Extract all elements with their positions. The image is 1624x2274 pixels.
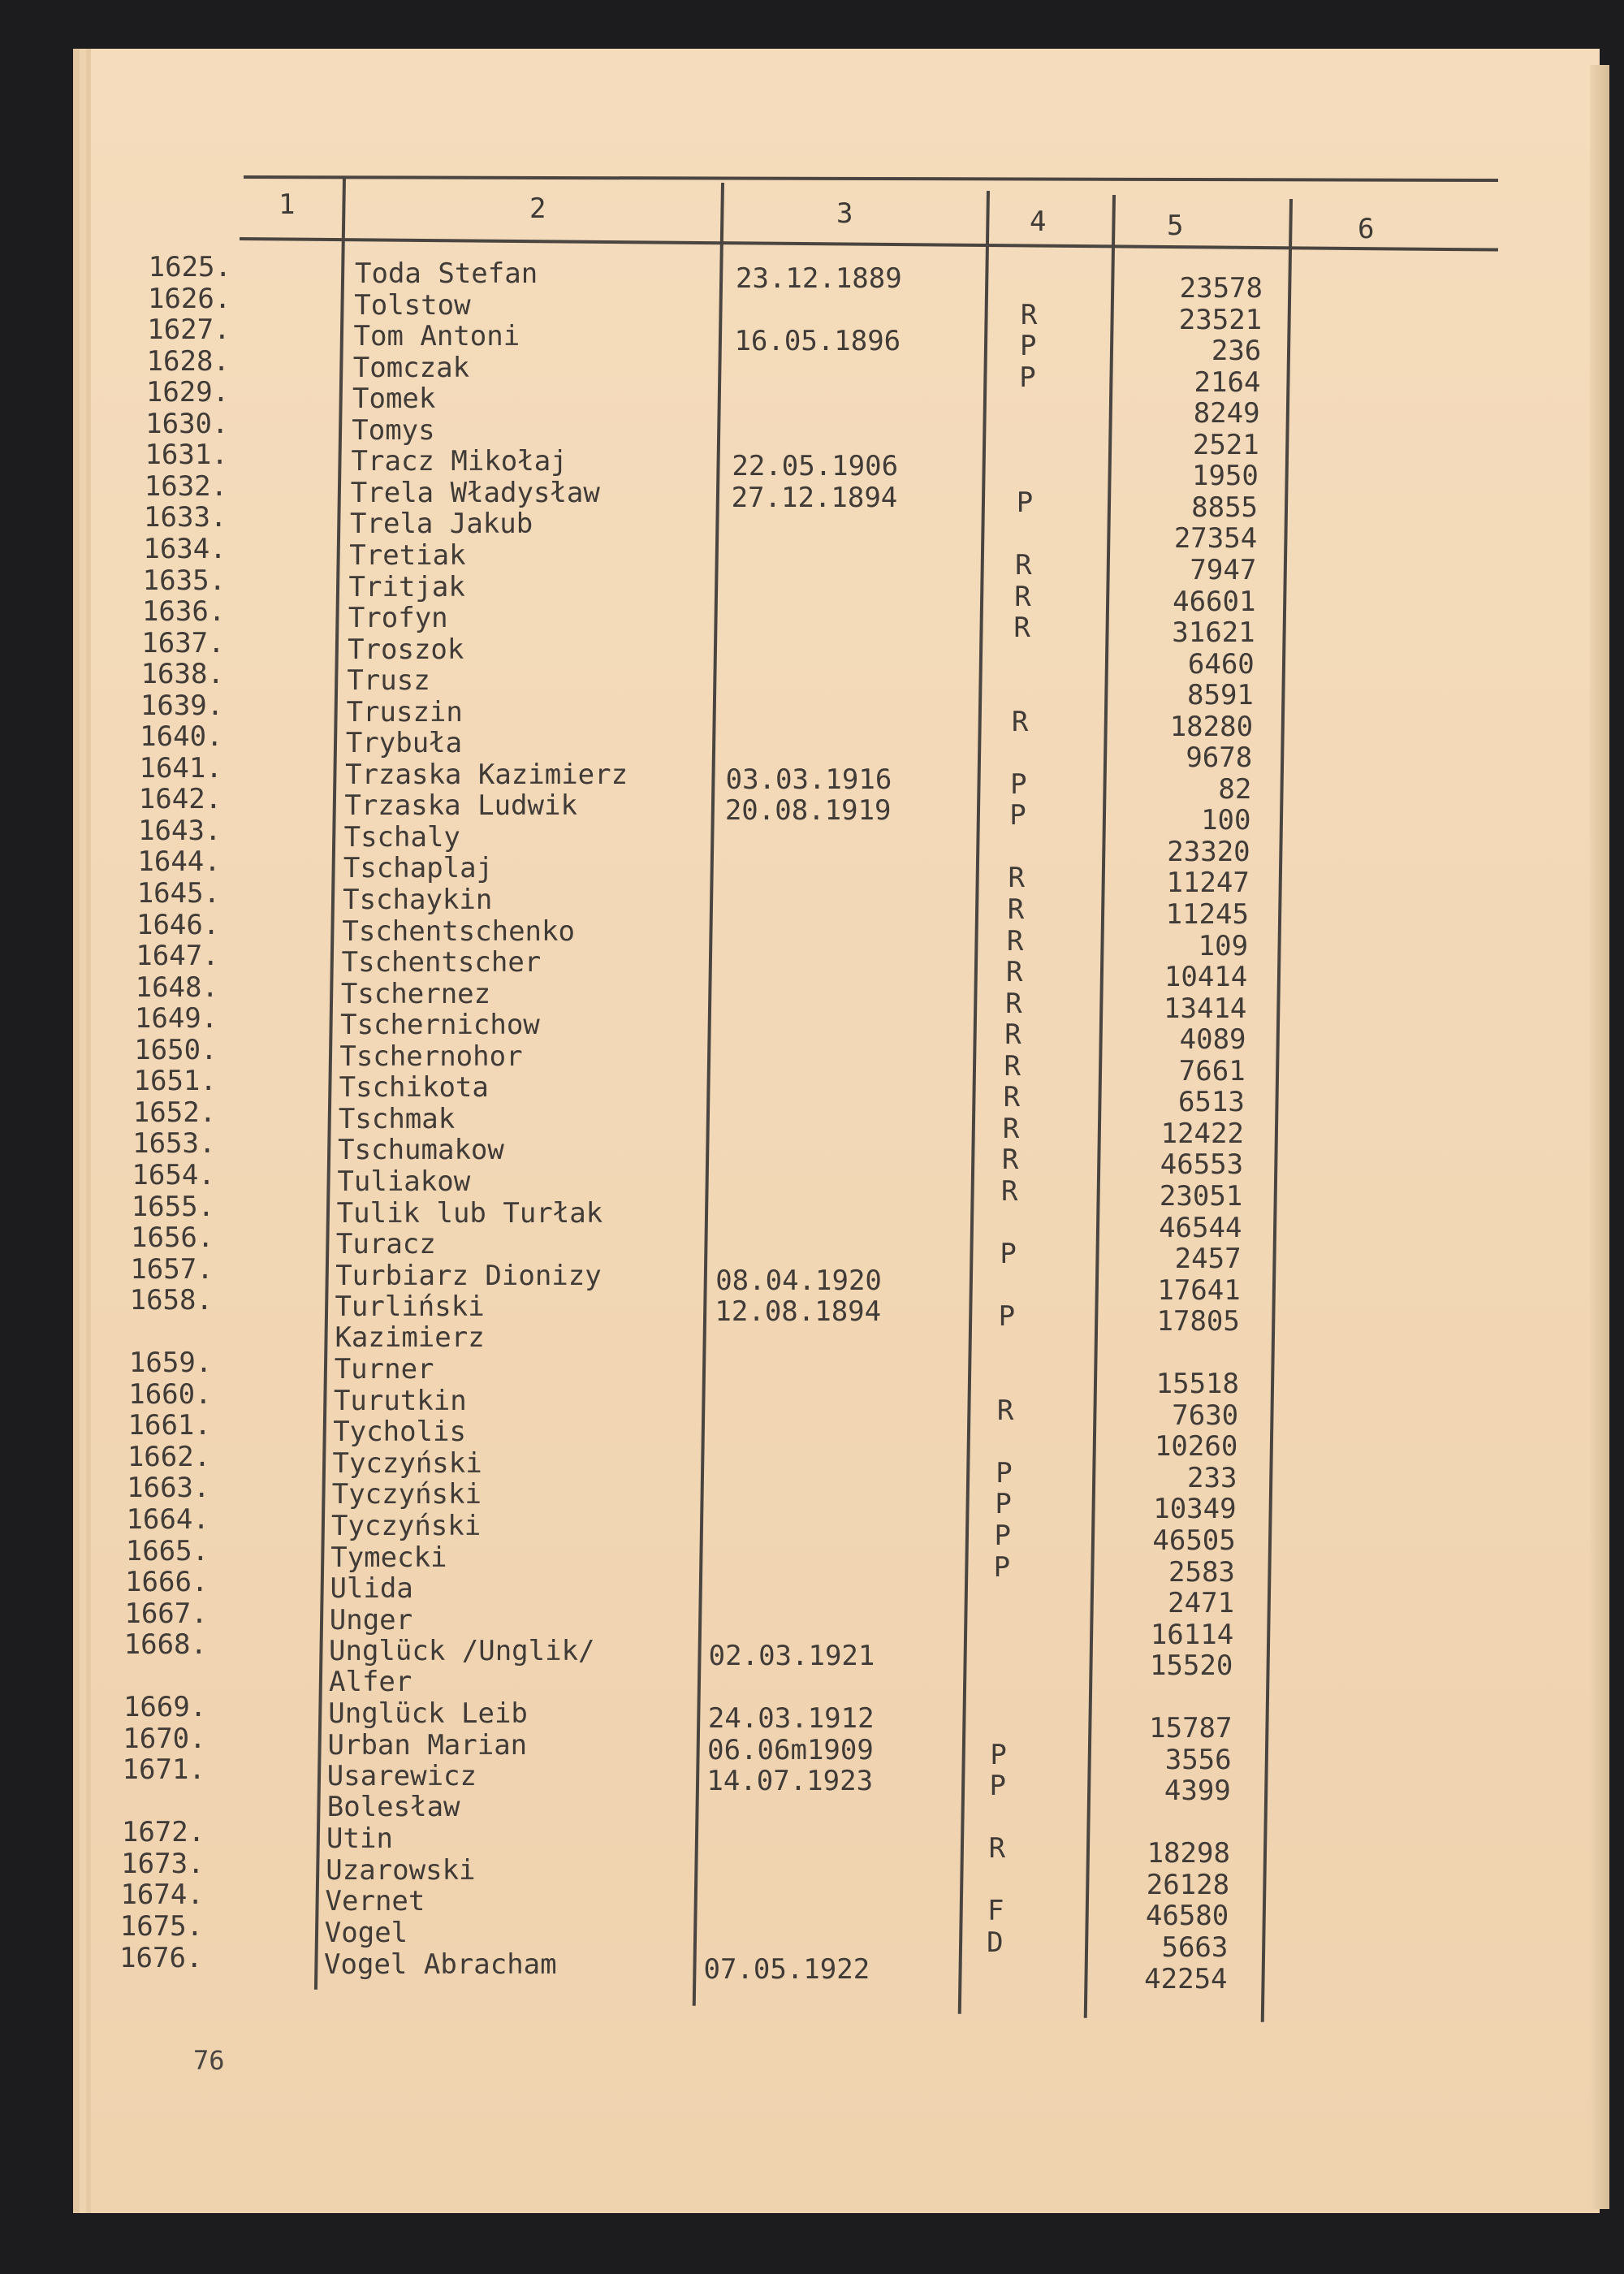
entry-reference: 23578 — [1179, 272, 1263, 305]
entry-reference: 7630 — [1172, 1399, 1239, 1432]
entry-code: R — [1005, 987, 1022, 1020]
entry-date: 27.12.1894 — [731, 481, 898, 514]
entry-date: 03.03.1916 — [725, 763, 892, 796]
entry-name: Tyczyński — [332, 1446, 482, 1480]
entry-name-continued: Kazimierz — [335, 1321, 485, 1355]
entry-reference: 15518 — [1155, 1368, 1239, 1401]
entry-name: Usarewicz — [326, 1760, 477, 1793]
entry-date: 24.03.1912 — [707, 1702, 875, 1736]
entry-number: 1644. — [137, 845, 221, 879]
entry-code: P — [993, 1550, 1011, 1584]
entry-name: Urban Marian — [327, 1728, 528, 1762]
entry-reference: 27354 — [1173, 522, 1258, 556]
entry-number: 1669. — [123, 1691, 207, 1724]
entry-code: F — [987, 1895, 1004, 1928]
entry-name: Tschmak — [338, 1102, 456, 1135]
entry-code: R — [1013, 612, 1030, 645]
entry-name-continued: Alfer — [329, 1666, 412, 1699]
column-header-1: 1 — [279, 188, 296, 221]
entry-name: Trusz — [347, 664, 430, 698]
entry-name: Troszok — [348, 633, 464, 666]
entry-name: Truszin — [346, 695, 463, 728]
entry-reference: 6460 — [1187, 647, 1255, 681]
entry-number: 1650. — [134, 1033, 218, 1066]
entry-reference: 5663 — [1161, 1931, 1229, 1964]
entry-name: Vogel — [324, 1917, 408, 1949]
entry-number: 1629. — [145, 376, 230, 409]
entry-name: Uzarowski — [326, 1853, 476, 1887]
entry-name: Tschentscher — [341, 946, 542, 979]
entry-number: 1645. — [136, 877, 221, 910]
entry-name: Tulik lub Turłak — [336, 1196, 603, 1230]
entry-date: 12.08.1894 — [715, 1295, 882, 1329]
entry-reference: 10260 — [1154, 1430, 1238, 1463]
entry-reference: 2521 — [1192, 428, 1259, 461]
entry-reference: 8855 — [1191, 491, 1259, 524]
entry-name: Tschernez — [340, 977, 491, 1010]
entry-name: Turacz — [335, 1228, 436, 1261]
entry-reference: 8249 — [1193, 397, 1260, 430]
entry-number: 1634. — [143, 532, 227, 565]
entry-reference: 2164 — [1194, 365, 1261, 399]
entry-number: 1658. — [129, 1284, 213, 1317]
entry-reference: 17641 — [1157, 1273, 1241, 1307]
entry-reference: 31621 — [1172, 616, 1255, 650]
entry-number: 1655. — [131, 1190, 215, 1223]
entry-reference: 4399 — [1164, 1775, 1231, 1808]
entry-number: 1672. — [121, 1816, 205, 1849]
entry-code: D — [987, 1926, 1004, 1959]
column-header-6: 6 — [1358, 213, 1375, 245]
entry-number: 1627. — [147, 313, 231, 347]
entry-number: 1640. — [140, 720, 223, 754]
entry-reference: 12422 — [1160, 1117, 1244, 1150]
entry-reference: 26128 — [1146, 1868, 1230, 1901]
entry-number: 1636. — [141, 595, 226, 629]
entry-number: 1643. — [138, 814, 222, 847]
entry-name: Tomys — [352, 413, 435, 447]
entry-reference: 16114 — [1150, 1618, 1234, 1651]
entry-number: 1635. — [142, 564, 227, 597]
entry-reference: 236 — [1211, 335, 1262, 368]
entry-code: R — [1004, 1049, 1021, 1083]
entry-reference: 3556 — [1164, 1743, 1232, 1776]
entry-reference: 23051 — [1159, 1179, 1243, 1213]
entry-number: 1665. — [125, 1534, 209, 1567]
entry-name: Tolstow — [354, 288, 471, 322]
entry-code: R — [996, 1394, 1014, 1427]
entry-name: Tymecki — [330, 1541, 447, 1574]
entry-code: R — [1006, 924, 1024, 958]
entry-code: R — [1003, 1081, 1021, 1114]
entry-name: Tomek — [352, 383, 436, 416]
entry-code: P — [1009, 799, 1026, 832]
entry-number: 1656. — [131, 1221, 214, 1255]
entry-number: 1671. — [122, 1753, 205, 1787]
entry-code: R — [1001, 1174, 1018, 1208]
entry-name: Vernet — [325, 1885, 425, 1918]
entry-code: P — [1020, 330, 1037, 363]
entry-name: Turbiarz Dionizy — [335, 1259, 602, 1292]
column-header-4: 4 — [1030, 205, 1047, 238]
entry-number: 1661. — [127, 1409, 211, 1442]
entry-number: 1670. — [123, 1722, 206, 1755]
entry-name: Turner — [334, 1353, 434, 1386]
entry-number: 1664. — [126, 1502, 209, 1536]
entry-code: R — [1007, 893, 1025, 926]
entry-name: Tschernichow — [340, 1009, 540, 1042]
entry-number: 1631. — [145, 439, 228, 472]
entry-name: Tschentschenko — [342, 914, 575, 948]
column-header-5: 5 — [1167, 210, 1184, 242]
entry-reference: 2457 — [1174, 1243, 1242, 1276]
entry-reference: 13414 — [1164, 992, 1247, 1025]
entry-date: 22.05.1906 — [732, 450, 899, 483]
entry-number: 1652. — [132, 1096, 217, 1129]
entry-number: 1649. — [134, 1002, 218, 1035]
entry-date: 16.05.1896 — [734, 325, 901, 358]
entry-code: R — [1001, 1143, 1019, 1177]
entry-date: 07.05.1922 — [703, 1952, 870, 1986]
entry-name: Tschumakow — [338, 1134, 504, 1167]
entry-name: Tuliakow — [337, 1165, 471, 1198]
entry-code: R — [1015, 548, 1032, 581]
entry-reference: 18280 — [1169, 710, 1254, 743]
entry-number: 1633. — [144, 501, 227, 534]
column-header-3: 3 — [836, 197, 853, 230]
entry-date: 02.03.1921 — [708, 1640, 875, 1673]
entry-code: R — [1020, 298, 1038, 331]
entry-code: R — [1005, 956, 1023, 989]
entry-number: 1642. — [138, 783, 222, 816]
entry-date: 08.04.1920 — [715, 1264, 882, 1297]
entry-code: P — [1010, 767, 1027, 801]
entry-number: 1657. — [130, 1252, 214, 1286]
entry-name: Vogel Abracham — [324, 1948, 557, 1981]
entry-code: R — [1011, 705, 1029, 738]
entry-name: Trela Jakub — [350, 508, 533, 541]
entry-number: 1632. — [144, 469, 228, 503]
entry-reference: 7947 — [1190, 553, 1257, 586]
entry-reference: 9678 — [1186, 741, 1253, 775]
entry-reference: 10414 — [1164, 961, 1248, 994]
entry-number: 1648. — [135, 971, 218, 1004]
entry-reference: 6513 — [1177, 1086, 1245, 1119]
entry-number: 1667. — [124, 1597, 208, 1630]
entry-reference: 46580 — [1145, 1900, 1229, 1933]
entry-number: 1625. — [148, 251, 231, 283]
entry-name: Unger — [329, 1603, 413, 1636]
entry-name: Toda Stefan — [355, 257, 538, 290]
entry-reference: 18298 — [1147, 1837, 1230, 1870]
entry-name: Tretiak — [349, 538, 466, 572]
document-page — [73, 49, 1600, 2213]
entry-code: P — [989, 1770, 1007, 1803]
entry-reference: 7661 — [1178, 1054, 1246, 1087]
entry-number: 1630. — [145, 407, 229, 440]
entry-number: 1641. — [139, 751, 222, 785]
entry-number: 1647. — [136, 940, 219, 973]
entry-date: 20.08.1919 — [724, 794, 892, 828]
entry-reference: 46544 — [1159, 1211, 1242, 1244]
entry-reference: 42254 — [1144, 1962, 1228, 1995]
entry-name: Turutkin — [333, 1384, 467, 1417]
entry-reference: 1950 — [1191, 460, 1259, 493]
entry-reference: 46553 — [1160, 1148, 1244, 1182]
entry-number: 1628. — [146, 344, 230, 378]
page-number: 76 — [193, 2045, 225, 2076]
entry-number: 1660. — [128, 1377, 212, 1411]
entry-reference: 233 — [1187, 1461, 1237, 1494]
entry-name: Unglück Leib — [328, 1697, 528, 1731]
entry-reference: 11245 — [1165, 898, 1249, 931]
entry-code: R — [1002, 1112, 1020, 1145]
entry-reference: 11247 — [1166, 867, 1250, 900]
entry-number: 1663. — [127, 1472, 210, 1505]
entry-number: 1676. — [119, 1941, 203, 1974]
entry-reference: 8591 — [1187, 679, 1254, 712]
entry-name: Tschernohor — [339, 1040, 523, 1073]
entry-reference: 46505 — [1152, 1524, 1236, 1557]
entry-code: R — [988, 1832, 1006, 1865]
entry-number: 1666. — [125, 1566, 209, 1599]
entry-reference: 82 — [1218, 772, 1252, 806]
column-header-2: 2 — [529, 192, 546, 225]
entry-code: R — [1014, 580, 1031, 613]
entry-code: P — [995, 1488, 1012, 1521]
entry-name: Tom Antoni — [353, 320, 520, 353]
entry-reference: 23521 — [1178, 303, 1263, 336]
entry-code: P — [998, 1300, 1016, 1334]
entry-code: R — [1004, 1018, 1021, 1052]
entry-name: Trzaska Kazimierz — [345, 758, 628, 791]
entry-number: 1653. — [132, 1127, 216, 1161]
entry-name: Unglück /Unglik/ — [329, 1635, 595, 1668]
entry-name: Tomczak — [352, 351, 470, 384]
entry-reference: 2471 — [1168, 1587, 1235, 1620]
entry-number: 1662. — [127, 1440, 211, 1473]
entry-name: Tracz Mikołaj — [351, 445, 568, 478]
entry-date: 06.06m1909 — [707, 1733, 874, 1766]
entry-name: Tyczyński — [331, 1478, 482, 1511]
entry-number: 1659. — [128, 1347, 213, 1380]
entry-code: P — [1016, 486, 1034, 519]
entry-reference: 100 — [1201, 804, 1251, 837]
entry-reference: 46601 — [1173, 585, 1256, 618]
entry-reference: 15520 — [1149, 1649, 1233, 1683]
entry-name: Tycholis — [333, 1416, 466, 1449]
entry-reference: 17805 — [1156, 1305, 1240, 1338]
entry-name: Tschikota — [339, 1071, 489, 1105]
entry-number: 1626. — [147, 282, 231, 315]
entry-number: 1637. — [141, 626, 225, 659]
entry-number: 1639. — [140, 689, 224, 722]
entry-code: P — [996, 1456, 1013, 1489]
entry-name: Tritjak — [348, 570, 465, 603]
entry-name: Tschaykin — [343, 884, 493, 916]
entry-number: 1668. — [123, 1628, 207, 1662]
entry-name: Trzaska Ludwik — [344, 789, 577, 823]
entry-number: 1654. — [132, 1158, 215, 1191]
entry-number: 1651. — [133, 1065, 217, 1098]
entry-name-continued: Bolesław — [326, 1791, 460, 1824]
page-edge — [1590, 65, 1609, 2209]
entry-name: Ulida — [330, 1572, 413, 1606]
entry-reference: 10349 — [1153, 1493, 1237, 1526]
entry-name: Tyczyński — [330, 1509, 482, 1542]
entry-date: 23.12.1889 — [736, 262, 902, 295]
entry-code: P — [1019, 361, 1036, 394]
entry-code: R — [1008, 862, 1026, 895]
entry-number: 1675. — [119, 1910, 204, 1943]
entry-name: Trela Władysław — [350, 476, 600, 509]
entry-reference: 4089 — [1179, 1023, 1246, 1057]
entry-date: 14.07.1923 — [706, 1765, 874, 1798]
entry-name: Utin — [326, 1822, 393, 1856]
entry-reference: 15787 — [1149, 1712, 1233, 1745]
entry-reference: 2583 — [1168, 1555, 1235, 1589]
entry-code: P — [994, 1519, 1011, 1552]
entry-code: P — [990, 1738, 1007, 1771]
entry-name: Turliński — [335, 1290, 485, 1324]
entry-number: 1646. — [136, 908, 220, 941]
entry-name: Trofyn — [348, 602, 448, 635]
entry-number: 1674. — [120, 1878, 204, 1912]
entry-code: P — [1000, 1238, 1017, 1271]
entry-reference: 23320 — [1167, 835, 1250, 868]
entry-name: Tschaly — [343, 820, 460, 854]
entry-name: Tschaplaj — [343, 852, 494, 885]
entry-name: Trybuła — [345, 727, 463, 760]
entry-number: 1673. — [121, 1847, 205, 1880]
entry-number: 1638. — [140, 658, 224, 691]
entry-reference: 109 — [1198, 929, 1249, 962]
